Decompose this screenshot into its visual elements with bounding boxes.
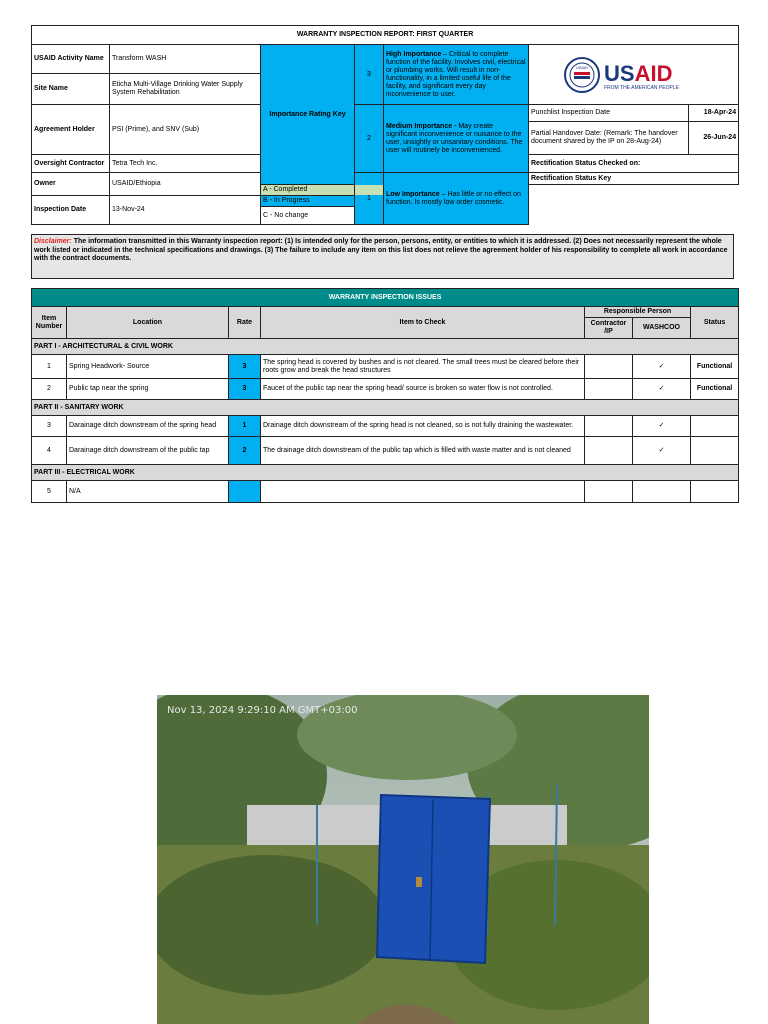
item-number: 3 [32, 416, 67, 437]
item-number: 5 [32, 481, 67, 503]
item-rate: 1 [229, 416, 261, 437]
usaid-tagline: FROM THE AMERICAN PEOPLE [603, 84, 679, 91]
info-label: Oversight Contractor [32, 155, 110, 173]
importance-rating-key: Importance Rating Key [261, 45, 355, 185]
item-washcoo-check [633, 481, 691, 503]
column-header-responsible: Responsible Person [585, 307, 691, 318]
item-contractor [585, 437, 633, 465]
item-contractor [585, 416, 633, 437]
seal-text: USAID [575, 64, 588, 70]
item-washcoo-check: ✓ [633, 355, 691, 379]
rating-description [384, 45, 529, 105]
item-location: Darainage ditch downstream of the public tap [67, 437, 229, 465]
seal-stripe [574, 76, 590, 79]
item-rate: 3 [229, 355, 261, 379]
part-header: PART I - ARCHITECTURAL & CIVIL WORK [32, 339, 739, 355]
item-check: The drainage ditch downstream of the public tap which is filled with waste matter and is not cleaned [261, 437, 585, 465]
blue-door [377, 795, 490, 963]
item-contractor [585, 481, 633, 503]
item-washcoo-check: ✓ [633, 416, 691, 437]
bush [157, 855, 387, 995]
column-header-location: Location [67, 307, 229, 339]
item-check [261, 481, 585, 503]
rating-title: High Importance [386, 50, 442, 58]
info-value: PSI (Prime), and SNV (Sub) [110, 105, 261, 155]
item-check: Faucet of the public tap near the spring head/ source is broken so water flow is not controlled. [261, 379, 585, 400]
issues-title: WARRANTY INSPECTION ISSUES [32, 289, 739, 307]
info-label: Owner [32, 173, 110, 196]
usaid-logo-graphic [564, 55, 704, 95]
rect-key-label: Rectification Status Key [529, 173, 739, 185]
part-header: PART III - ELECTRICAL WORK [32, 465, 739, 481]
info-label: Agreement Holder [32, 105, 110, 155]
info-value: Transform WASH [110, 45, 261, 74]
header-table [31, 25, 739, 225]
seal-stripe [574, 72, 590, 75]
item-number: 1 [32, 355, 67, 379]
disclaimer-box [31, 234, 734, 279]
item-washcoo-check: ✓ [633, 379, 691, 400]
item-status: Functional [691, 379, 739, 400]
item-status [691, 437, 739, 465]
item-number: 2 [32, 379, 67, 400]
item-number: 4 [32, 437, 67, 465]
rect-key-in-progress: B - In Progress [261, 196, 384, 207]
column-header-washcoo: WASHCOO [633, 318, 691, 339]
table-row [32, 416, 739, 437]
rating-title: Low Importance [386, 190, 440, 198]
table-row [32, 481, 739, 503]
rect-checked-label: Rectification Status Checked on: [529, 155, 739, 173]
item-rate [229, 481, 261, 503]
info-label: Inspection Date [32, 196, 110, 225]
disclaimer-lead: Disclaimer: [34, 238, 72, 245]
info-value: 13-Nov-24 [110, 196, 261, 225]
item-status [691, 481, 739, 503]
part-header: PART II - SANITARY WORK [32, 400, 739, 416]
item-status: Functional [691, 355, 739, 379]
item-location: Public tap near the spring [67, 379, 229, 400]
date-label: Partial Handover Date: (Remark: The handover document shared by the IP on 28-Aug-24) [529, 122, 689, 155]
column-header-item: Item Number [32, 307, 67, 339]
photo-timestamp: Nov 13, 2024 9:29:10 AM GMT+03:00 [167, 705, 358, 716]
report-title: WARRANTY INSPECTION REPORT: FIRST QUARTER [32, 26, 739, 45]
item-check: The spring head is covered by bushes and is not cleared. The small trees must be cleared before their roots grow and break the head structures [261, 355, 585, 379]
rect-key-completed: A - Completed [261, 185, 384, 196]
date-value: 18-Apr-24 [689, 105, 739, 122]
item-contractor [585, 379, 633, 400]
rating-text: - May create significant inconvenience or nuisance to the user, unsightly or unsanitary conditions. The user will routinely be inconvenienced. [386, 122, 523, 154]
issues-table [31, 288, 739, 503]
table-row [32, 379, 739, 400]
rating-description [384, 105, 529, 173]
rating-number: 3 [355, 45, 384, 105]
table-row [32, 437, 739, 465]
rating-number: 1 [355, 173, 384, 225]
rating-text: – Critical to complete function of the facility. Involves civil, electrical or plumbing works. Will result in non-functionality, in a limited useful life of the facility, and significant every day inconvenience to user. [386, 50, 526, 98]
info-label: USAID Activity Name [32, 45, 110, 74]
column-header-status: Status [691, 307, 739, 339]
item-washcoo-check: ✓ [633, 437, 691, 465]
column-header-contractor: Contractor /IP [585, 318, 633, 339]
info-value: USAID/Ethiopia [110, 173, 261, 196]
item-status [691, 416, 739, 437]
item-rate: 2 [229, 437, 261, 465]
info-label: Site Name [32, 74, 110, 105]
column-header-rate: Rate [229, 307, 261, 339]
column-header-check: Item to Check [261, 307, 585, 339]
item-location: Darainage ditch downstream of the spring head [67, 416, 229, 437]
table-row [32, 355, 739, 379]
item-location: N/A [67, 481, 229, 503]
rating-description [384, 173, 529, 225]
site-photo [157, 695, 649, 1024]
item-rate: 3 [229, 379, 261, 400]
rect-key-no-change: C - No change [261, 207, 384, 225]
disclaimer-text: The information transmitted in this Warranty inspection report: (1) Is intended only for the person, persons, entity, or entities to which it is addressed. (2) Does not necessarily represent the whole work listed or indicated in the technical specifications and drawings. (3) The failure to include any item on this list does not relieve the agreement holder of his responsibility to complete all work in accordance with the contract documents. [34, 238, 728, 262]
item-contractor [585, 355, 633, 379]
info-value: Eticha Multi-Village Drinking Water Supply System Rehabilitation [110, 74, 261, 105]
date-value: 26-Jun-24 [689, 122, 739, 155]
site-photo-graphic [157, 695, 649, 1024]
date-label: Punchlist Inspection Date [529, 105, 689, 122]
rating-title: Medium Importance [386, 122, 453, 130]
usaid-logo [529, 45, 739, 105]
rating-number: 2 [355, 105, 384, 173]
usaid-wordmark: USAID [603, 60, 672, 86]
rating-text: – Has little or no effect on function. Is mostly low order cosmetic. [386, 190, 521, 206]
item-check: Drainage ditch downstream of the spring head is not cleaned, so is not fully draining the wastewater. [261, 416, 585, 437]
door-handle [416, 877, 422, 887]
item-location: Spring Headwork- Source [67, 355, 229, 379]
info-value: Tetra Tech Inc. [110, 155, 261, 173]
